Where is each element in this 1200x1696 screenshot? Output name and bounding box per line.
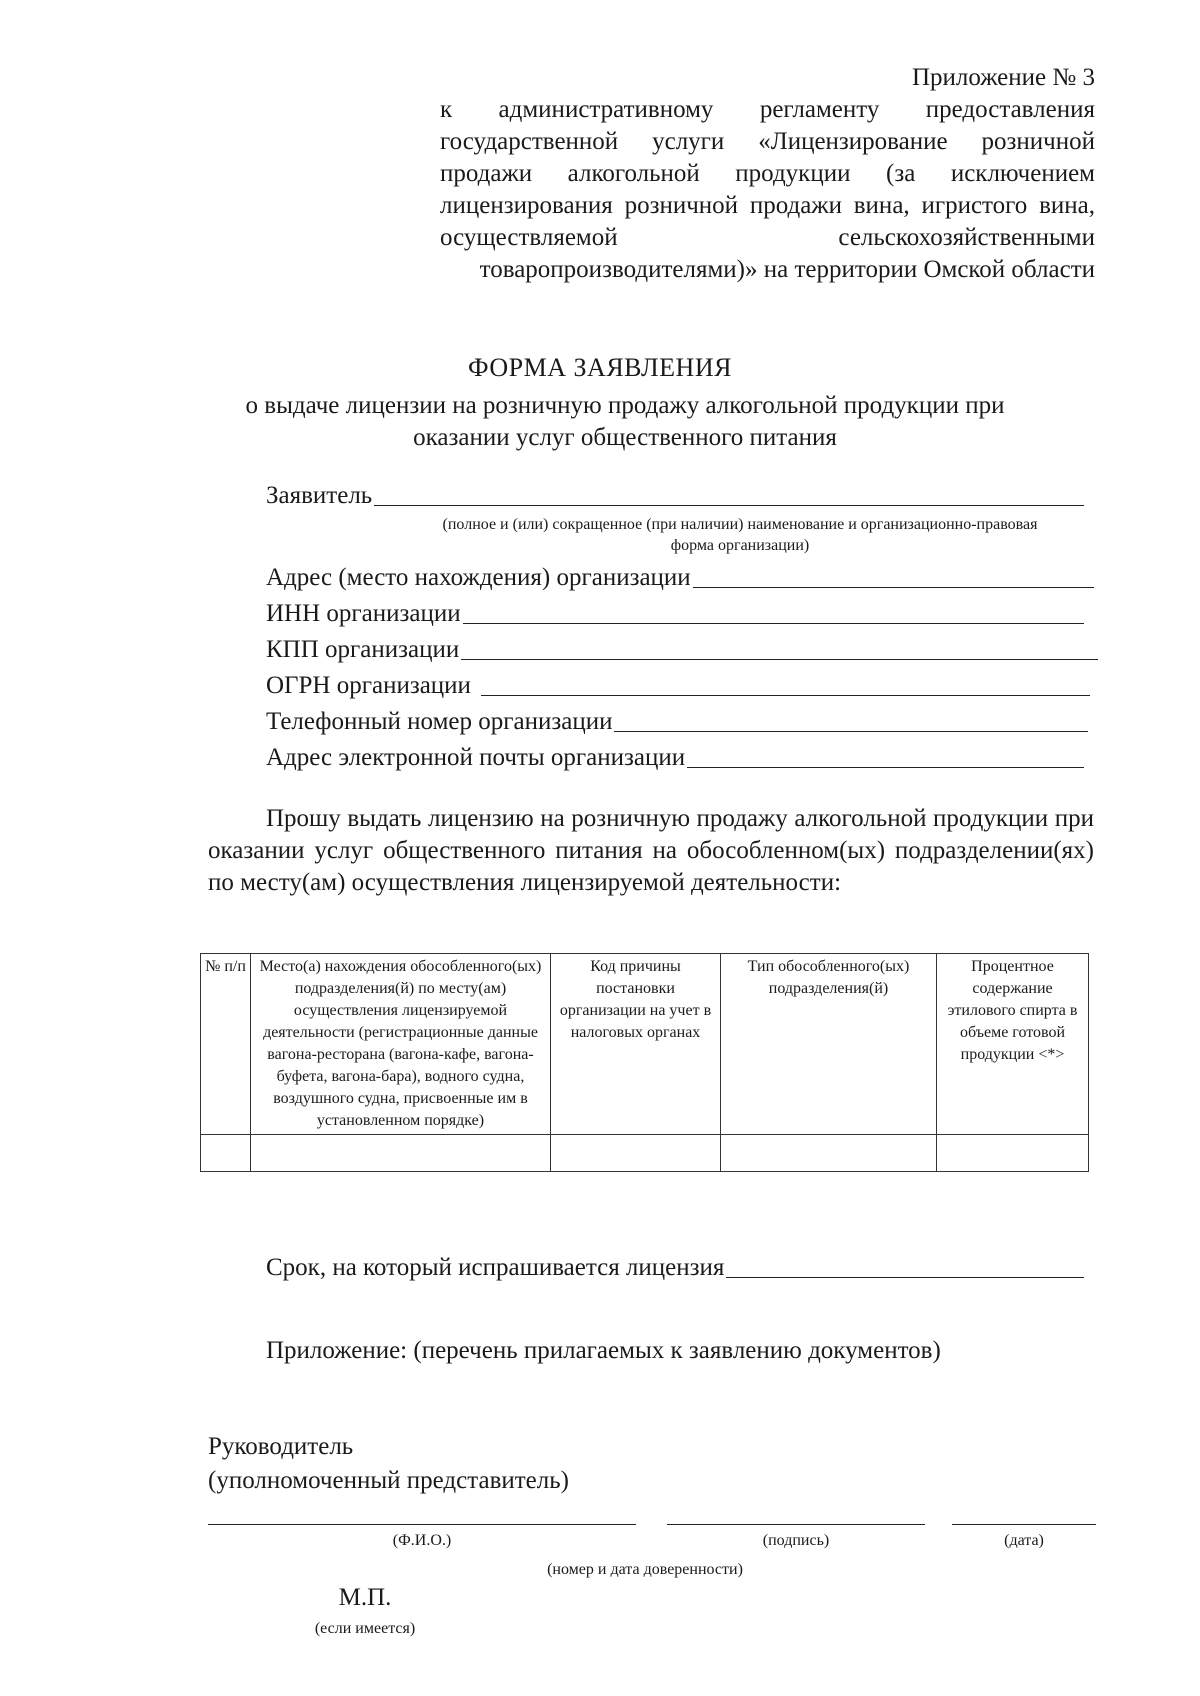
inn-field[interactable]: [266, 594, 1084, 630]
applicant-input-line[interactable]: [374, 505, 1084, 506]
kpp-input-line[interactable]: [461, 659, 1098, 660]
col-alcohol-header: Процентное содержание этилового спирта в объеме готовой продукции <*>: [937, 954, 1089, 1135]
attachment-line: Приложение: (перечень прилагаемых к заявлению документов): [266, 1337, 941, 1364]
address-label: Адрес (место нахождения) организации: [266, 564, 691, 591]
org-fields: [266, 558, 1098, 774]
name-caption: (Ф.И.О.): [392, 1532, 452, 1549]
appendix-description: к административному регламенту предоставления государственной услуги «Лицензирование розничной продажи алкогольной продукции (за исключением лицензирования розничной продажи вина, игристого вина, осуществляемой сельскохозяйственными товаропроизводителями)» на территории Омской области: [440, 96, 1095, 283]
head-subtitle: (уполномоченный представитель): [208, 1467, 569, 1494]
table-cell[interactable]: [251, 1135, 551, 1172]
applicant-hint: (полное и (или) сокращенное (при наличии) наименование и организационно-правовая форма организации): [442, 516, 1038, 554]
license-term-field[interactable]: [266, 1252, 1084, 1284]
col-location-header: Место(а) нахождения обособленного(ых) подразделения(й) по месту(ам) осуществления лицензируемой деятельности (регистрационные данные вагона-ресторана (вагона-кафе, вагона-буфета, вагона-бара), водного судна, воздушного судна, присвоенные им в установленном порядке): [251, 954, 551, 1135]
phone-label: Телефонный номер организации: [266, 708, 613, 735]
form-title: ФОРМА ЗАЯВЛЕНИЯ: [468, 353, 732, 382]
sign-caption: (подпись): [762, 1532, 830, 1549]
col-type-header: Тип обособленного(ых) подразделения(й): [721, 954, 937, 1135]
header-block: [440, 62, 1095, 286]
license-term-input-line[interactable]: [726, 1277, 1084, 1278]
form-subtitle: о выдаче лицензии на розничную продажу алкогольной продукции при оказании услуг общественного питания: [245, 392, 1005, 451]
stamp-note: (если имеется): [314, 1620, 416, 1637]
stamp-label: М.П.: [338, 1584, 392, 1611]
branches-table: [200, 953, 1089, 1172]
ogrn-label: ОГРН организации: [266, 672, 471, 699]
table-cell[interactable]: [937, 1135, 1089, 1172]
col-number-header: № п/п: [201, 954, 251, 1135]
address-input-line[interactable]: [693, 587, 1094, 588]
appendix-number: Приложение № 3: [911, 64, 1095, 91]
request-paragraph: Прошу выдать лицензию на розничную продажу алкогольной продукции при оказании услуг общественного питания на обособленном(ых) подразделении(ях) по месту(ам) осуществления лицензируемой деятельности:: [208, 805, 1094, 896]
table-cell[interactable]: [201, 1135, 251, 1172]
col-kpp-header: Код причины постановки организации на учет в налоговых органах: [551, 954, 721, 1135]
proxy-caption: (номер и дата доверенности): [547, 1561, 743, 1578]
inn-input-line[interactable]: [463, 623, 1084, 624]
inn-label: ИНН организации: [266, 600, 461, 627]
table-cell[interactable]: [551, 1135, 721, 1172]
license-term-label: Срок, на который испрашивается лицензия: [266, 1254, 725, 1281]
kpp-field[interactable]: [266, 630, 1098, 666]
table-row: [201, 1135, 1089, 1172]
phone-input-line[interactable]: [614, 731, 1088, 732]
email-label: Адрес электронной почты организации: [266, 744, 686, 771]
address-field[interactable]: [266, 558, 1094, 594]
ogrn-field[interactable]: [266, 666, 1090, 702]
email-field[interactable]: [266, 738, 1084, 774]
head-title: Руководитель: [208, 1433, 354, 1460]
ogrn-input-line[interactable]: [481, 695, 1090, 696]
date-caption: (дата): [1004, 1532, 1044, 1549]
applicant-field[interactable]: [266, 480, 1084, 512]
applicant-label: Заявитель: [266, 482, 373, 509]
table-cell[interactable]: [721, 1135, 937, 1172]
kpp-label: КПП организации: [266, 636, 460, 663]
email-input-line[interactable]: [687, 767, 1084, 768]
phone-field[interactable]: [266, 702, 1088, 738]
table-header-row: [201, 954, 1089, 1135]
signature-line[interactable]: [667, 1524, 925, 1525]
name-signature-line[interactable]: [208, 1524, 636, 1525]
date-signature-line[interactable]: [952, 1524, 1096, 1525]
